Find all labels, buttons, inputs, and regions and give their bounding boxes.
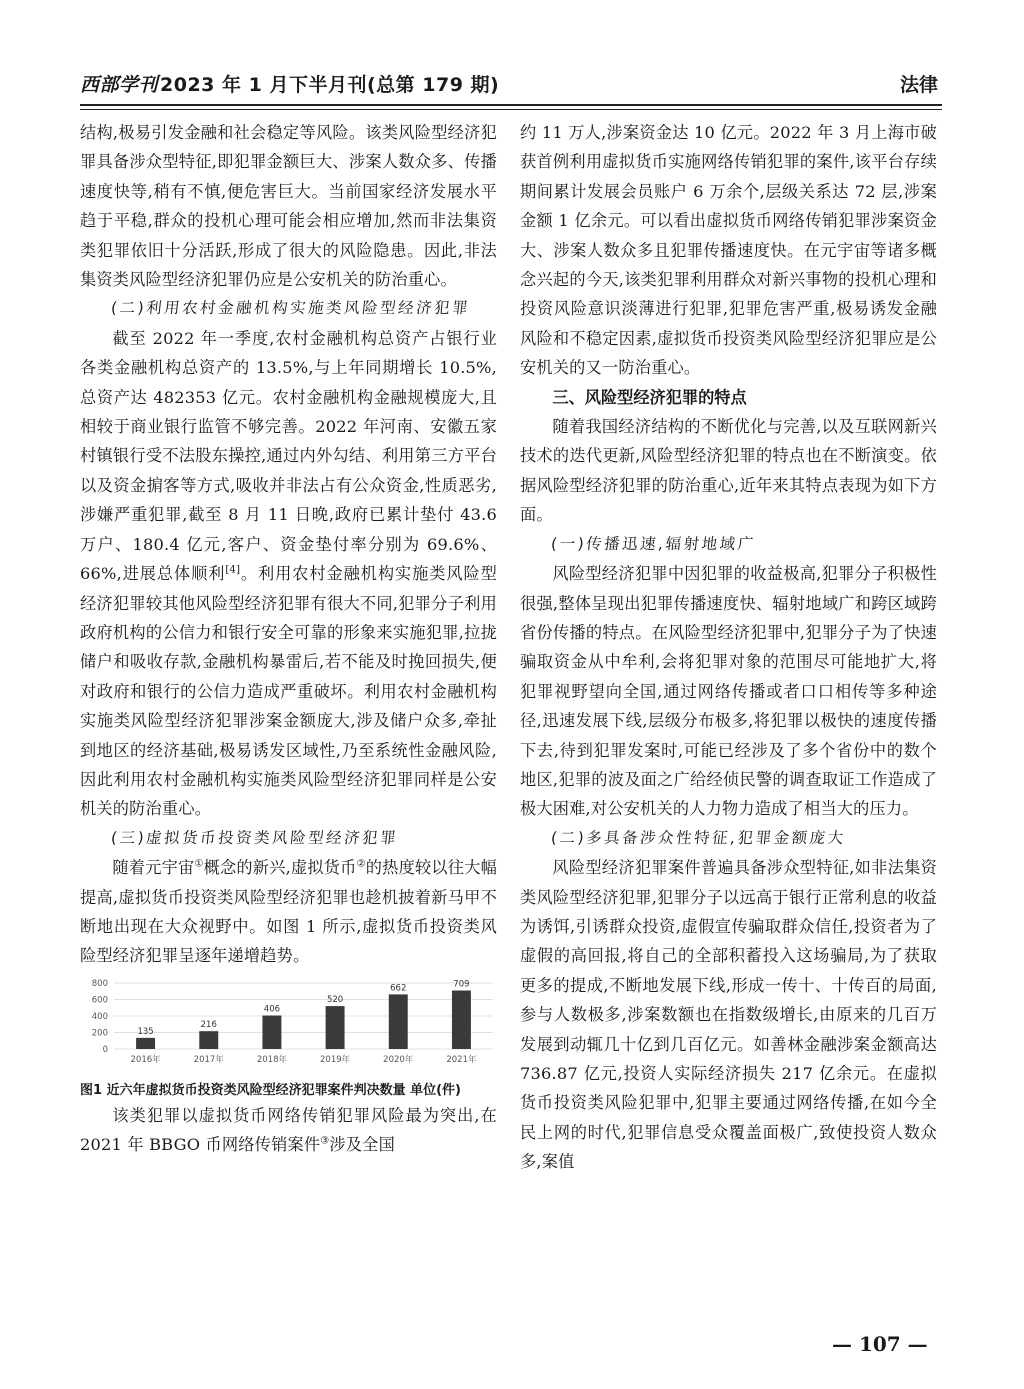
- text: 的热度较以往大幅提高,虚拟货币投资类风险型经济犯罪也趁机披着新马甲不断地出现在大众视野中。如图 1 所示,虚拟货币投资类风险型经济犯罪呈逐年递增趋势。: [80, 858, 497, 966]
- data-label: 216: [200, 1019, 217, 1030]
- x-tick-label: 2016年: [130, 1054, 161, 1065]
- paragraph: [80, 1101, 497, 1160]
- data-label: 520: [326, 994, 344, 1005]
- bar: [452, 990, 471, 1048]
- journal-logo: 西部学刊: [80, 74, 159, 96]
- y-tick-label: 400: [91, 1011, 108, 1022]
- page-number: — 107 —: [832, 1332, 928, 1356]
- x-tick-label: 2018年: [256, 1054, 287, 1065]
- header-rule: [80, 104, 942, 106]
- paragraph: 随着我国经济结构的不断优化与完善,以及互联网新兴技术的迭代更新,风险型经济犯罪的特点也在不断演变。依据风险型经济犯罪的防治重心,近年来其特点表现为如下方面。: [520, 417, 937, 525]
- bar: [199, 1031, 218, 1049]
- figure-caption: 图1 近六年虚拟货币投资类风险型经济犯罪案件判决数量 单位(件): [80, 1082, 461, 1098]
- subheading: (三)虚拟货币投资类风险型经济犯罪: [110, 828, 400, 847]
- paragraph: [80, 324, 497, 824]
- x-tick-label: 2017年: [193, 1054, 224, 1065]
- running-header: [80, 70, 942, 100]
- y-tick-label: 600: [91, 995, 108, 1006]
- data-label: 662: [390, 983, 407, 994]
- footnote-mark: ①: [194, 858, 204, 870]
- paragraph: 约 11 万人,涉案资金达 10 亿元。2022 年 3 月上海市破获首例利用虚拟货币实施网络传销犯罪的案件,该平台存续期间累计发展会员账户 6 万余个,层级关系达 72 层,涉案金额 1 亿余元。可以看出虚拟货币网络传销犯罪涉案资金大、涉案人数众多且犯罪传播速度快。在元宇宙等诸多概念兴起的今天,该类犯罪利用群众对新兴事物的投机心理和投资风险意识淡薄进行犯罪,犯罪危害严重,极易诱发金融风险和不稳定因素,虚拟货币投资类风险型经济犯罪应是公安机关的又一防治重心。: [520, 123, 937, 378]
- x-tick-label: 2019年: [320, 1054, 351, 1065]
- text: 随着元宇宙: [112, 858, 195, 878]
- left-column: [80, 118, 497, 1160]
- x-tick-label: 2020年: [383, 1054, 414, 1065]
- paragraph: 结构,极易引发金融和社会稳定等风险。该类风险型经济犯罪具备涉众型特征,即犯罪金额巨大、涉案人数众多、传播速度快等,稍有不慎,便危害巨大。当前国家经济发展水平趋于平稳,群众的投机心理可能会相应增加,然而非法集资类犯罪依旧十分活跃,形成了很大的风险隐患。因此,非法集资类风险型经济犯罪仍应是公安机关的防治重心。: [80, 123, 497, 290]
- footnote-mark: ③: [320, 1135, 330, 1147]
- x-tick-label: 2021年: [446, 1054, 477, 1065]
- citation-ref: [4]: [225, 564, 241, 576]
- footnote-mark: ②: [356, 858, 366, 870]
- y-tick-label: 800: [91, 978, 108, 989]
- subheading: (二)利用农村金融机构实施类风险型经济犯罪: [110, 299, 472, 318]
- bar-chart: [80, 977, 497, 1077]
- journal-title: [80, 70, 499, 97]
- section-name: 法律: [899, 74, 938, 96]
- paragraph: [80, 853, 497, 971]
- paragraph: 风险型经济犯罪案件普遍具备涉众型特征,如非法集资类风险型经济犯罪,犯罪分子以远高于银行正常利息的收益为诱饵,引诱群众投资,虚假宣传骗取群众信任,投资者为了虚假的高回报,将自己的全部积蓄投入这场骗局,为了获取更多的提成,不断地发展下线,形成一传十、十传百的局面,参与人数极多,涉案数额也在指数级增长,由原来的几百万发展到动辄几十亿到几百亿元。如善林金融涉案金额高达 736.87 亿元,投资人实际经济损失 217 亿余元。在虚拟货币投资类风险犯罪中,犯罪主要通过网络传播,在如今全民上网的时代,犯罪信息受众覆盖面极广,致使投资人数众多,案值: [520, 858, 937, 1172]
- chart-svg: [80, 977, 497, 1077]
- text: 概念的新兴,虚拟货币: [203, 858, 357, 878]
- text: 截至 2022 年一季度,农村金融机构总资产占银行业各类金融机构总资产的 13.5%,与上年同期增长 10.5%,总资产达 482353 亿元。农村金融机构金融规模庞大,且相较于商业银行监管不够完善。2022 年河南、安徽五家村镇银行受不法股东操控,通过内外勾结、利用第三方平台以及资金掮客等方式,吸收并非法占有公众资金,性质恶劣,涉嫌严重犯罪,截至 8 月 11 日晚,政府已累计垫付 43.6 万户、180.4 亿元,客户、资金垫付率分别为 69.6%、66%,进展总体顺利: [80, 328, 497, 584]
- bar: [389, 994, 408, 1049]
- right-column: [520, 118, 937, 1177]
- header-rule-thin: [80, 109, 942, 110]
- data-label: 135: [137, 1026, 154, 1037]
- journal-issue: 2023 年 1 月下半月刊(总第 179 期): [160, 74, 500, 96]
- subheading: (一)传播迅速,辐射地域广: [550, 534, 757, 553]
- subheading: (二)多具备涉众性特征,犯罪金额庞大: [550, 828, 847, 847]
- bar: [136, 1038, 155, 1049]
- y-tick-label: 0: [102, 1044, 108, 1055]
- bar: [326, 1006, 345, 1049]
- paragraph: 风险型经济犯罪中因犯罪的收益极高,犯罪分子积极性很强,整体呈现出犯罪传播速度快、辐射地域广和跨区域跨省份传播的特点。在风险型经济犯罪中,犯罪分子为了快速骗取资金从中牟利,会将犯罪对象的范围尽可能地扩大,将犯罪视野望向全国,通过网络传播或者口口相传等多种途径,迅速发展下线,层级分布极多,将犯罪以极快的速度传播下去,待到犯罪发案时,可能已经涉及了多个省份中的数个地区,犯罪的波及面之广给经侦民警的调查取证工作造成了极大困难,对公安机关的人力物力造成了相当大的压力。: [520, 564, 937, 819]
- text: 该类犯罪以虚拟货币网络传销犯罪风险最为突出,在 2021 年 BBGO 币网络传销案件: [80, 1105, 497, 1155]
- section-heading: 三、风险型经济犯罪的特点: [552, 387, 747, 407]
- text: 涉及全国: [329, 1135, 395, 1155]
- y-tick-label: 200: [91, 1028, 108, 1039]
- data-label: 406: [263, 1004, 281, 1015]
- text: 。利用农村金融机构实施类风险型经济犯罪较其他风险型经济犯罪有很大不同,犯罪分子利用政府机构的公信力和银行安全可靠的形象来实施犯罪,拉拢储户和吸收存款,金融机构暴雷后,若不能及时挽回损失,便对政府和银行的公信力造成严重破坏。利用农村金融机构实施类风险型经济犯罪涉案金额庞大,涉及储户众多,牵扯到地区的经济基础,极易诱发区域性,乃至系统性金融风险,因此利用农村金融机构实施类风险型经济犯罪同样是公安机关的防治重心。: [80, 564, 498, 819]
- bar: [262, 1015, 281, 1048]
- data-label: 709: [453, 979, 470, 990]
